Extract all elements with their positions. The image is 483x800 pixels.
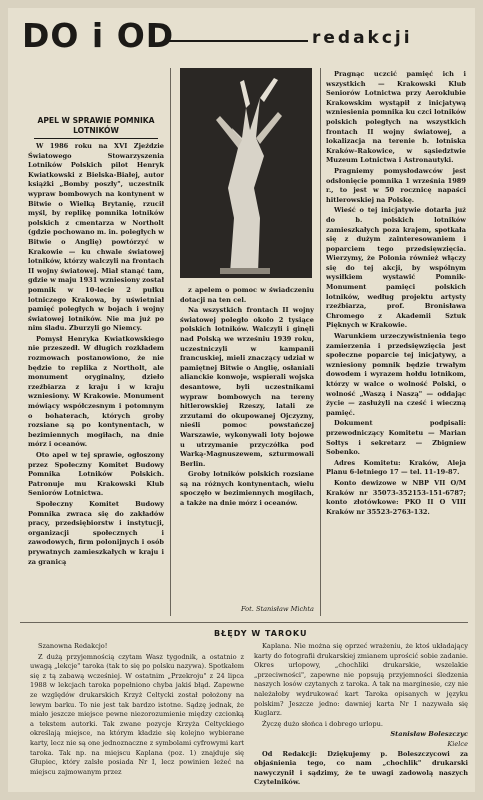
column-divider	[170, 68, 171, 616]
appeal-paragraph: Warunkiem urzeczywistnienia tego zamierzenia i przedsięwzięcia jest społeczne poparcie tej inicjatywy, a wzniesiony pomnik będzie trwałym dowodem i wyrazem hołdu lotnikom, którzy w walce o wolność Polski, o wolność „Waszą i Naszą" — oddając życie — zasłużyli na cześć i wieczną pamięć.	[326, 332, 466, 417]
letter-paragraph: Z dużą przyjemnością czytam Wasz tygodnik, a ostatnio z uwagą „lekcje" taroka (tak to się po polsku nazywa). Spotkałem się z tą zabawą wcześniej. W ostatnim „Przekroju" z 24 lipca 1988 w lekcjach taroka popełniono chyba jakiś błąd. Zapewne ze względów drukarskich Krzyż Celtycki został położony na lewym barku. To nie jest tak bardzo istotne. Sądzę jednak, że miało jeszcze miejsce pewne niezorozumienie między czcionką a tekstem autorki. Tak zwane pozycje Krzyża Celtyckiego określają miejsce, na którym kładzie się kolejno wybierane karty, lecz nie są one jednoznaczne z symbolami cyfrowymi kart taroka. Tak np. na miejscu Kaplana (poz. 1) znajduje się Głupiec, który zalsłe posiada Nr I, lecz powinien leżeć na miejscu zajmowanym przez	[30, 652, 244, 776]
letter-paragraph: Kaplana. Nie można się oprzeć wrażeniu, że ktoś układający karty do fotografii drukarskiej zmianem uprościć sobie zadanie. Okres urlopowy, „chochliki drukarskie, wszelakie „przeciwności", zapewne nie popsują przyjemności śledzenia naszych losów czytanych z taroka. A tak na marginesie, czy nie należałoby wydrukować kart Taroka opisanych w języku polskim? Jeszcze jedno: dawniej karta Nr I nazywała się Kuglarz.	[254, 642, 468, 718]
appeal-paragraph: Pragniemy pomysłodawców jest odsłonięcie pomnika 1 września 1989 r., to jest w 50 rocznicę napaści hitlerowskiej na Polskę.	[326, 166, 466, 204]
appeal-paragraph: Dokument podpisali: przewodniczący Komitetu — Marian Sołtys i sekretarz — Zbigniew Sobenko.	[326, 419, 466, 457]
letter-city: Kielce	[447, 739, 468, 748]
errata-column-2	[254, 642, 468, 790]
appeal-paragraph: Na wszystkich frontach II wojny światowej poległo około 2 tysiące polskich lotników. Walczyli i ginęli nad Polską we wrześniu 1939 roku, uczestniczyli w kampanii francuskiej, mieli znaczący udział w pamiętnej Bitwie o Anglię, osłaniali alianckie konwoje, wspierali wojska desantowe, byli uczestnikami wypraw bombowych na tereny hitlerowskiej Rzeszy, latali ze zrzutami do okupowanej Ojczyzny, nieśli pomoc powstańczej Warszawie, wykonywali loty bojowe u utrzymanie przyczółka pod Warką-Magnuszewem, szturmowali Berlin.	[180, 306, 314, 468]
letter-signature: Stanisław Boleszczyc	[390, 730, 468, 739]
appeal-paragraph: Społeczny Komitet Budowy Pomnika zwraca się do zakładów pracy, przedsiębiorstw i instytucji, organizacji społecznych i zawodowych, firm polonijnych i osób prywatnych zamieszkałych w kraju i za granicą	[28, 499, 164, 566]
appeal-paragraph: Konto dewizowe w NBP VII O/M Kraków nr 35073-352153-151-6787; konto złotówkowe: PKO II O VIII Kraków nr 35523-2763-132.	[326, 478, 466, 516]
appeal-paragraph: Oto apel w tej sprawie, ogłoszony przez Społeczny Komitet Budowy Pomnika Lotników Polskich. Patronuje mu Krakowski Klub Seniorów Lotnictwa.	[28, 451, 164, 498]
appeal-paragraph: z apelem o pomoc w świadczeniu dotacji na ten cel.	[180, 286, 314, 304]
appeal-column-3	[326, 70, 466, 618]
appeal-paragraph: Pragnąc uczcić pamięć ich i wszystkich — Krakowski Klub Seniorów Lotnictwa przy Aeroklubie Krakowskim wystąpił z inicjatywą wzniesienia pomnika ku czci lotników polskich poległych na wszystkich frontach II wojny światowej, a lokalizacja na terenie b. lotniska Kraków–Rakowice, w sąsiedztwie Muzeum Lotnictwa i Astronautyki.	[326, 70, 466, 165]
appeal-column-2	[180, 286, 314, 604]
monument-photo	[180, 68, 312, 278]
appeal-paragraph: Groby lotników polskich rozsiane są na różnych kontynentach, wielu spoczęło w bezimiennych mogiłach, a także na dnie mórz i oceanów.	[180, 470, 314, 508]
photo-credit: Fot. Stanisław Michta	[240, 605, 314, 613]
masthead-subtitle: redakcji	[312, 28, 413, 48]
letter-paragraph: Szanowna Redakcjo!	[38, 642, 108, 650]
appeal-column-1	[28, 142, 164, 616]
appeal-headline: APEL W SPRAWIE POMNIKA LOTNIKÓW	[34, 116, 158, 139]
appeal-paragraph: W 1986 roku na XVI Zjeździe Światowego Stowarzyszenia Lotników Polskich pilot Henryk Kwiatkowski z Bielska-Białej, autor książki „Bomby poszły", uczestnik wypraw bombowych na kontynent w Bitwie o Wielką Brytanię, rzucił myśl, by replikę pomnika lotników polskich z cmentarza w Northolt (gdzie pochowano m. in. poległych w Bitwie o Anglię) powtórzyć w Krakowie — ku chwale światowej lotników, którzy walczyli na frontach II wojny światowej. Miał stanąć tam, gdzie w maju 1931 wzniesiony został pomnik w 10-lecie 2 pułku lotniczego Krakowa, by uświetniał pamięć poległych w bojach i wojny światowej lotników. Nie ma już po nim śladu. Zburzyli go Niemcy.	[28, 142, 164, 333]
masthead	[22, 16, 472, 56]
appeal-paragraph: Wieść o tej inicjatywie dotarła już do b. polskich lotników zamieszkałych poza krajem, spotkała się z dużym zainteresowaniem i poparciem tego przedsięwzięcia. Wierzymy, że Polonia również włączy się do tej akcji, by wspólnym wysiłkiem wystawić Pomnik-Monument pamięci polskich lotników, według projektu artysty rzeźbiarza, prof. Bronisława Chromego z Akademii Sztuk Pięknych w Krakowie.	[326, 206, 466, 330]
masthead-title: DO i OD	[22, 16, 175, 55]
newspaper-page	[8, 8, 475, 792]
masthead-rule	[168, 40, 308, 42]
appeal-paragraph: Adres Komitetu: Kraków, Aleja Planu 6-letniego 17 — tel. 11-19-87.	[326, 458, 466, 477]
errata-headline: BŁĘDY W TAROKU	[214, 629, 308, 638]
letter-paragraph: Życzę dużo słońca i dobrego urlopu.	[262, 719, 383, 728]
column-divider	[320, 68, 321, 616]
errata-column-1	[30, 642, 244, 790]
editorial-reply: Od Redakcji: Dziękujemy p. Boleszczycowi za objaśnienia tego, co nam „chochlik" drukarski nawyczynił i sądzimy, że te uwagi zadowolą naszych Czytelników.	[254, 749, 468, 787]
appeal-paragraph: Pomysł Henryka Kwiatkowskiego nie przeszedł. W długich rozkładem rozmowach postanowiono, że nie będzie to replika z Northolt, ale monument oryginalny, dzieło rzeźbiarza z kraju i w kraju wzniesiony. W Krakowie. Monument mówiący współczesnym i potomnym o bohaterach, których groby rozsiane są po kontynentach, w bezimiennych mogiłach, na dnie mórz i oceanów.	[28, 334, 164, 449]
monument-sculpture-image	[180, 68, 312, 278]
section-divider	[20, 622, 468, 623]
